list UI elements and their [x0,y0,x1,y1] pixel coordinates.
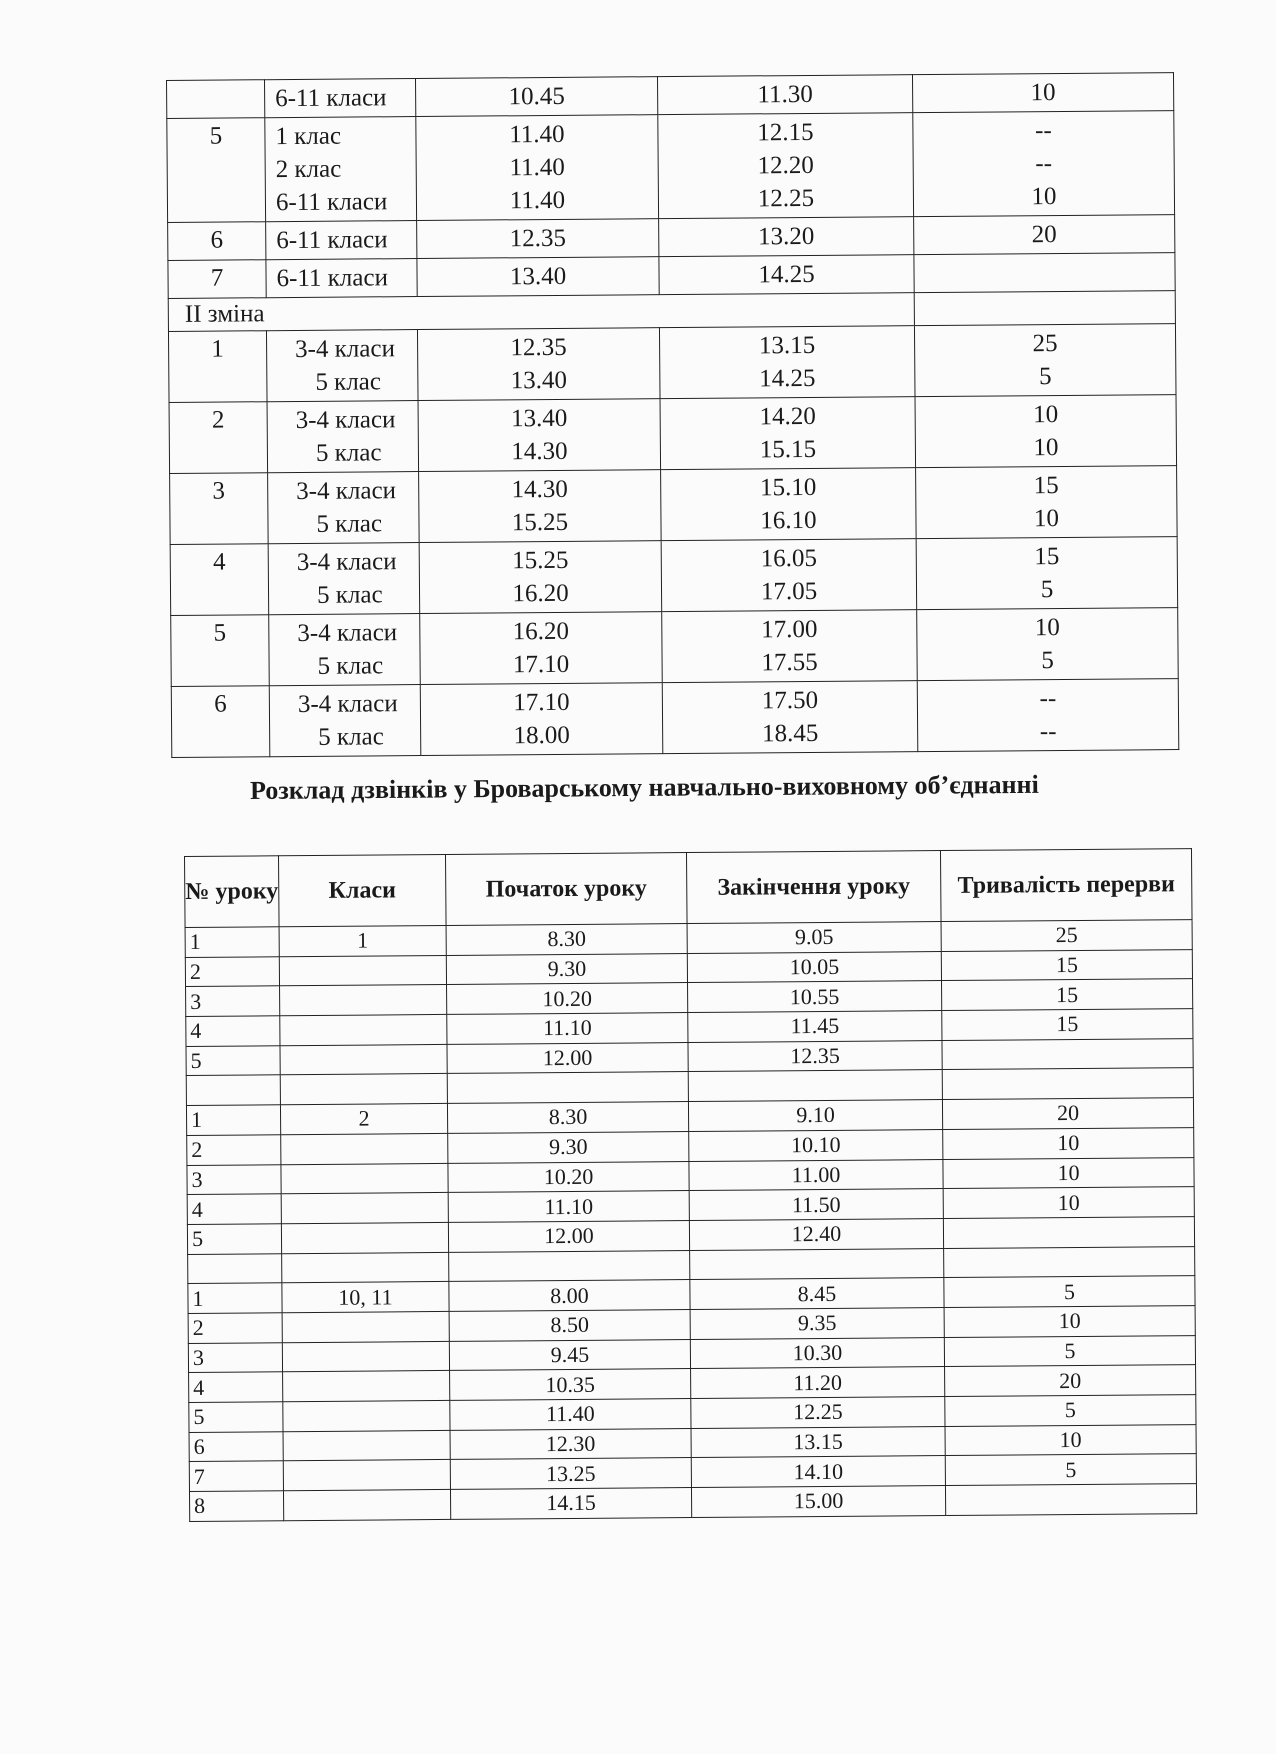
start-time: 8.30 [446,924,687,956]
classes-cell-line: 5 клас [318,723,384,751]
end-time: 14.10 [691,1456,945,1488]
classes-cell-line: 6-11 класи [275,188,388,217]
class-grade [283,1400,450,1431]
schedule-table-continued [166,72,1179,758]
end-time-cell-line: 16.05 [760,544,818,573]
end-time-cell-line: 15.15 [759,435,817,464]
break-duration-cell-line: 5 [1040,576,1054,604]
table-row [171,608,1179,687]
lesson-number: 7 [168,260,266,299]
break-duration [942,1068,1193,1100]
end-time-cell [657,75,912,115]
end-time-cell [659,217,914,257]
lesson-number: 4 [186,1016,280,1046]
break-duration-cell-line: 10 [1034,613,1060,642]
classes-cell [265,117,417,222]
break-duration-cell-line: -- [1039,685,1057,713]
break-duration-cell-line: 25 [1032,330,1058,358]
classes-cell-line: 5 клас [317,652,384,680]
start-time-cell-line: 13.40 [510,404,568,433]
end-time-cell [660,397,916,470]
end-time: 8.45 [690,1278,944,1310]
break-duration-cell [915,395,1177,468]
start-time: 12.00 [447,1042,688,1074]
lesson-number [186,1075,280,1105]
break-duration [943,1216,1194,1248]
classes-cell-line: 5 клас [315,368,382,396]
lesson-number: 5 [167,118,266,223]
break-duration-cell [914,253,1175,293]
end-time-cell [661,468,917,541]
end-time-cell [658,113,914,219]
start-time: 11.10 [447,1013,688,1045]
class-grade [283,1460,450,1491]
classes-cell [266,330,418,402]
classes-cell-line: 1 клас [275,122,342,151]
table-row [168,324,1176,403]
start-time-cell [419,470,662,543]
start-time-cell [419,541,662,614]
classes-cell-line: 5 клас [316,581,383,609]
start-time-cell-line: 17.10 [512,650,570,679]
break-duration: 20 [945,1365,1196,1397]
classes-cell [266,259,417,298]
end-time: 11.20 [691,1367,945,1399]
break-duration-cell-line: -- [1035,150,1053,178]
end-time-cell-line: 13.20 [758,222,815,251]
start-time-cell-line: 16.20 [512,579,569,608]
break-duration: 5 [944,1335,1195,1367]
class-grade [282,1252,449,1283]
class-grade [282,1341,449,1372]
break-duration [944,1246,1195,1278]
classes-cell-line: 2 клас [275,155,342,184]
end-time-cell-line: 17.55 [761,648,818,677]
lesson-number: 3 [188,1342,282,1372]
lesson-number: 4 [187,1194,281,1224]
lesson-number [188,1253,282,1283]
class-grade [280,985,447,1016]
lesson-number: 5 [186,1046,280,1076]
break-duration: 25 [941,920,1192,952]
lesson-number: 8 [189,1491,283,1521]
end-time: 10.05 [687,951,941,983]
start-time: 9.30 [446,953,687,985]
start-time [449,1250,690,1282]
lesson-number: 3 [170,473,269,545]
class-grade [283,1489,450,1520]
end-time-cell-line: 16.10 [760,506,817,535]
break-duration: 5 [944,1276,1195,1308]
classes-cell-line: 6-11 класи [276,264,389,293]
lesson-number: 6 [189,1431,283,1461]
end-time-cell-line: 12.20 [757,151,814,180]
end-time-cell-line: 18.45 [761,719,819,748]
end-time [690,1248,944,1280]
end-time-cell-line: 15.10 [759,473,817,502]
class-grade [280,1044,447,1075]
start-time-cell-line: 15.25 [511,508,569,537]
class-grade [281,1222,448,1253]
start-time: 13.25 [450,1458,691,1490]
break-duration-cell-line: 10 [1033,401,1059,429]
start-time: 11.10 [448,1191,689,1223]
break-duration-cell-line: -- [1039,718,1057,746]
classes-cell [266,221,417,260]
break-duration-cell-line: 5 [1039,363,1052,391]
end-time: 10.10 [689,1129,943,1161]
break-duration-cell-line: 10 [1030,79,1056,107]
break-duration-cell-line: 10 [1033,434,1059,462]
lesson-number: 2 [187,1135,281,1165]
break-duration: 15 [942,979,1193,1011]
class-grade: 1 [279,925,446,956]
start-time-cell [417,328,660,401]
table-row [170,537,1178,616]
end-time: 12.35 [688,1040,942,1072]
start-time-cell-line: 11.40 [509,120,565,149]
end-time: 13.15 [691,1426,945,1458]
start-time-cell-line: 18.00 [513,721,570,750]
break-duration-cell-line: 10 [1031,183,1057,211]
lesson-number: 4 [170,544,269,616]
class-grade [281,1193,448,1224]
start-time-cell-line: 16.20 [512,617,570,646]
lesson-number: 7 [189,1461,283,1491]
break-duration: 5 [945,1454,1196,1486]
classes-cell [265,79,416,118]
lesson-number: 6 [168,222,266,261]
start-time: 11.40 [450,1399,691,1431]
start-time-cell [417,219,659,259]
start-time: 9.45 [449,1339,690,1371]
start-time-cell-line: 12.35 [510,333,567,362]
start-time-cell-line: 14.30 [511,437,568,466]
break-duration-cell [913,111,1175,217]
classes-cell-line: 3-4 класи [295,335,396,363]
end-time-cell-line: 17.00 [761,615,818,644]
table-row [167,111,1175,223]
end-time-cell-line: 14.25 [759,364,816,393]
lesson-number: 1 [185,927,279,957]
end-time-cell-line: 12.25 [757,184,815,213]
class-grade [281,1133,448,1164]
break-duration-cell [914,324,1176,397]
classes-cell-line: 5 клас [315,439,382,467]
start-time-cell-line: 14.30 [511,475,568,504]
lesson-number [167,80,265,119]
classes-cell-line: 6-11 класи [276,226,388,255]
end-time-cell-line: 14.25 [758,260,815,289]
end-time: 9.10 [688,1100,942,1132]
start-time-cell [417,257,659,297]
break-duration-cell-line: 5 [1041,647,1054,675]
lesson-number: 1 [168,331,267,403]
break-duration: 10 [943,1187,1194,1219]
end-time-cell [662,681,918,754]
break-duration: 15 [942,1009,1193,1041]
table-row [170,466,1178,545]
end-time-cell [661,539,917,612]
classes-cell-line: 3-4 класи [297,619,398,647]
class-grade [280,1074,447,1105]
break-duration-cell [912,73,1173,113]
start-time-cell [418,399,661,472]
end-time-cell [659,255,914,295]
end-time: 11.00 [689,1159,943,1191]
end-time: 12.25 [691,1397,945,1429]
start-time: 10.20 [447,983,688,1015]
break-duration-cell-line: 10 [1033,505,1060,533]
classes-cell-line: 3-4 класи [295,406,396,434]
end-time-cell-line: 12.15 [757,118,814,147]
classes-cell-line: 5 клас [316,510,383,538]
start-time-cell-line: 15.25 [512,546,569,575]
shift-label: II зміна [168,293,914,332]
start-time-cell-line: 12.35 [509,224,566,253]
lesson-number: 3 [187,1164,281,1194]
end-time-cell-line: 11.30 [757,80,813,109]
start-time: 8.30 [447,1102,688,1134]
break-duration [942,1038,1193,1070]
start-time: 10.35 [450,1369,691,1401]
class-grade [279,955,446,986]
classes-cell-line: 3-4 класи [296,477,397,505]
class-grade [281,1163,448,1194]
break-duration-cell [916,466,1178,539]
lesson-number: 6 [171,686,270,758]
start-time: 12.30 [450,1428,691,1460]
start-time-cell-line: 13.40 [510,366,568,395]
lesson-number: 5 [187,1224,281,1254]
classes-cell [267,401,419,473]
end-time: 12.40 [689,1218,943,1250]
end-time-cell-line: 14.20 [759,402,816,431]
end-time [688,1070,942,1102]
class-grade [282,1311,449,1342]
classes-cell-line: 6-11 класи [275,84,387,113]
classes-cell [268,543,420,615]
lesson-number: 1 [186,1105,280,1135]
start-time: 12.00 [448,1220,689,1252]
start-time-cell-line: 11.40 [509,153,565,182]
start-time: 10.20 [448,1161,689,1193]
table-row [169,395,1177,474]
end-time-cell-line: 17.50 [761,686,819,715]
lesson-number: 2 [185,956,279,986]
break-duration-cell [917,608,1179,681]
header-row [185,849,1193,928]
break-duration [945,1484,1196,1516]
end-time: 15.00 [691,1486,945,1518]
start-time: 8.00 [449,1280,690,1312]
lesson-number: 4 [189,1372,283,1402]
classes-cell-line: 3-4 класи [296,548,397,576]
class-grade [283,1430,450,1461]
start-time [447,1072,688,1104]
classes-cell [269,614,421,686]
start-time-cell-line: 11.40 [509,186,566,215]
start-time: 9.30 [448,1131,689,1163]
break-duration: 10 [943,1157,1194,1189]
lesson-number: 3 [186,986,280,1016]
end-time: 11.50 [689,1189,943,1221]
break-duration: 20 [942,1098,1193,1130]
class-grade [280,1015,447,1046]
end-time-cell-line: 17.05 [760,577,818,606]
break-duration-cell-line: 20 [1031,221,1057,249]
class-grade [283,1371,450,1402]
break-duration: 10 [945,1424,1196,1456]
end-time: 10.30 [690,1337,944,1369]
break-duration-cell-line [914,255,1174,290]
lesson-number: 1 [188,1283,282,1313]
break-duration-cell [916,537,1178,610]
break-duration-cell [917,679,1179,752]
break-duration: 15 [941,949,1192,981]
lesson-number: 5 [189,1402,283,1432]
lesson-number: 2 [188,1313,282,1343]
end-time-cell-line: 13.15 [758,331,816,360]
break-duration-cell-line: -- [1034,117,1052,145]
end-time-cell [662,610,918,683]
break-duration: 5 [945,1395,1196,1427]
header-start: Початок уроку [445,853,687,926]
header-lesson-number: № уроку [185,856,280,928]
lesson-number: 2 [169,402,268,474]
document-heading: Розклад дзвінків у Броварському навчально-виховному об’єднанні [250,769,1039,805]
table-row [171,679,1179,758]
break-duration: 10 [944,1306,1195,1338]
end-time: 10.55 [688,981,942,1013]
end-time-cell [659,326,915,399]
classes-cell-line: 3-4 класи [297,690,398,718]
break-duration-cell-line: 15 [1034,542,1060,571]
end-time: 11.45 [688,1011,942,1043]
end-time: 9.35 [690,1307,944,1339]
classes-cell [268,472,420,544]
start-time-cell-line: 13.40 [509,262,567,291]
header-break: Тривалість перерви [940,849,1192,922]
start-time-cell-line: 10.45 [508,82,565,111]
bell-schedule-table [184,848,1197,1522]
start-time: 8.50 [449,1309,690,1341]
header-end: Закінчення уроку [686,851,941,924]
class-grade: 2 [280,1104,447,1135]
start-time-cell [416,115,659,221]
start-time-cell-line: 17.10 [513,688,570,717]
class-grade: 10, 11 [282,1282,449,1313]
start-time-cell [420,683,663,756]
empty-cell [914,291,1175,326]
break-duration-cell [914,215,1175,255]
lesson-number: 5 [171,615,270,687]
break-duration-cell-line: 15 [1033,472,1059,500]
header-classes: Класи [279,854,447,926]
start-time-cell [420,612,663,685]
classes-cell [269,685,421,757]
start-time-cell [415,77,657,117]
break-duration: 10 [943,1127,1194,1159]
start-time: 14.15 [450,1488,691,1520]
end-time: 9.05 [687,922,941,954]
